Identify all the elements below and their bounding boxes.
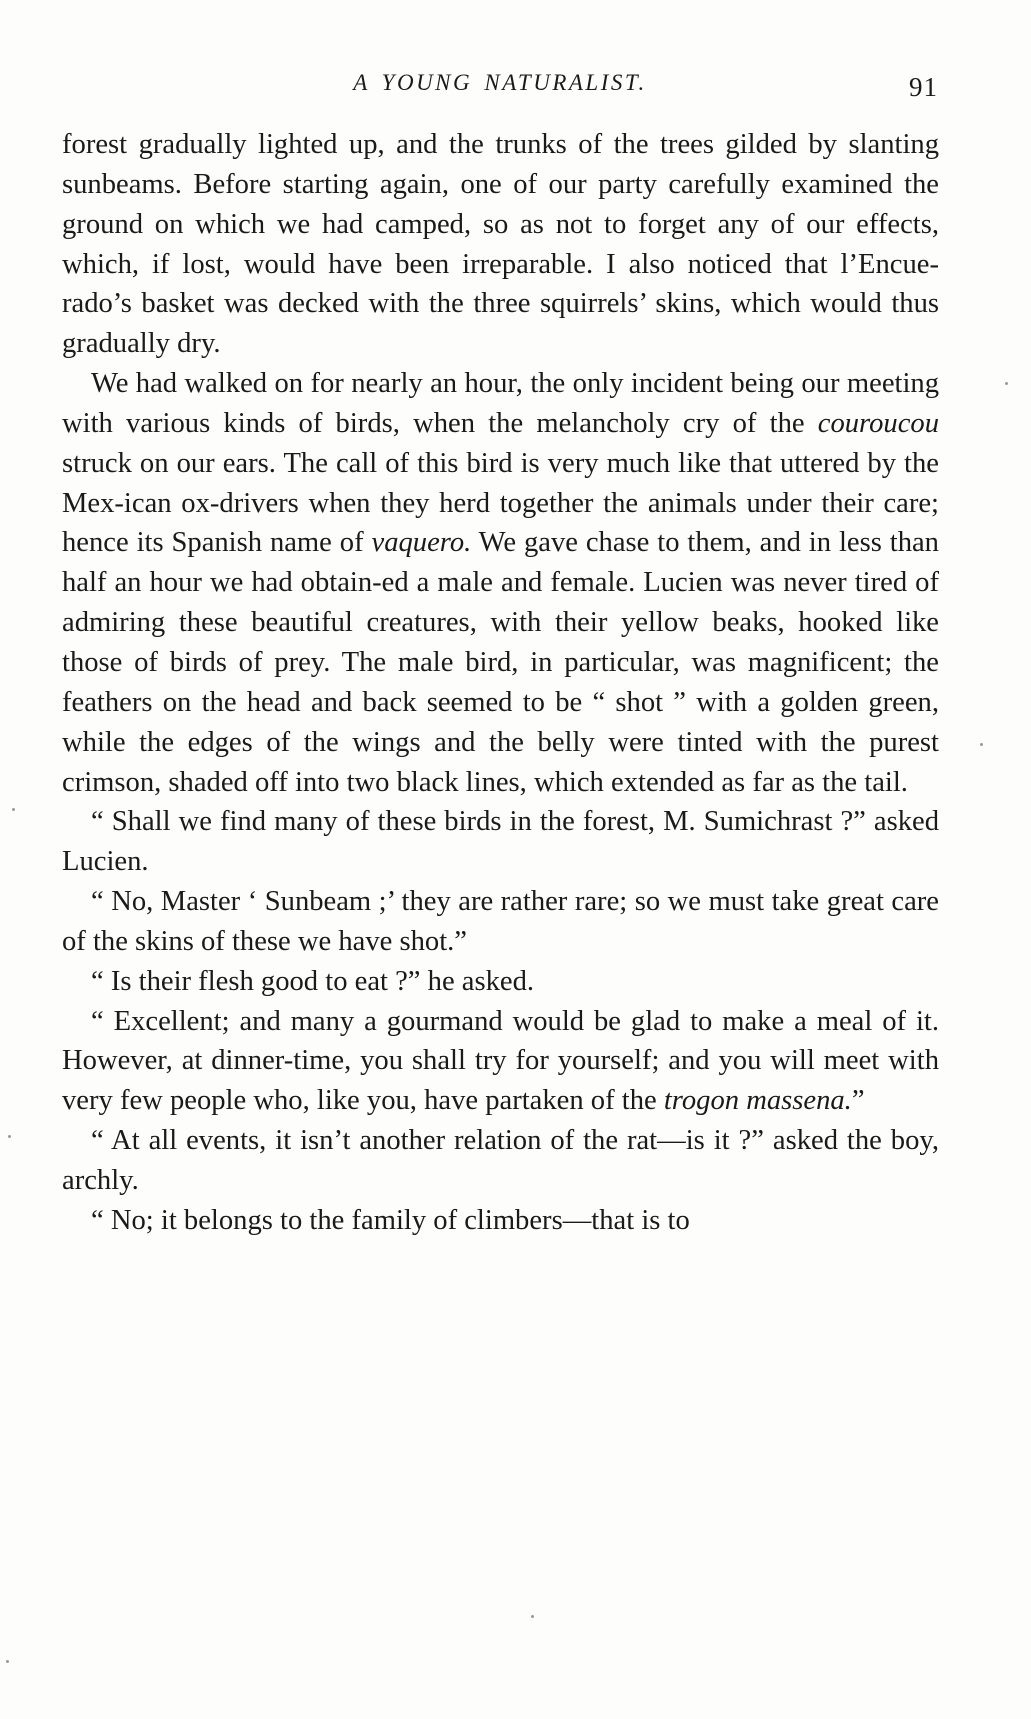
body-text <box>62 125 939 1241</box>
italic-term: trogon massena. <box>663 1085 852 1117</box>
italic-term: couroucou <box>817 407 939 439</box>
running-head <box>60 68 940 108</box>
text-run: struck on our ears. The call of this bird is very much like that uttered by the Mex-ican ox-drivers when they herd together the animals under their care; hence its Spanish name of <box>62 447 939 559</box>
paragraph-p6 <box>62 1002 939 1122</box>
text-run: We gave chase to them, and in less than half an hour we had obtain-ed a male and female. Lucien was never tired of admiring these beautiful creatures, with their yellow beaks, hooked like those of birds of prey. The male bird, in particular, was magnificent; the feathers on the head and back seemed to be “ shot ” with a golden green, while the edges of the wings and the belly were tinted with the purest crimson, shaded off into two black lines, which extended as far as the tail. <box>62 527 939 798</box>
text-run: We had walked on for nearly an hour, the only incident being our meeting with various kinds of birds, when the melancholy cry of the <box>62 368 939 439</box>
paper-speck <box>531 1615 534 1618</box>
running-title: A YOUNG NATURALIST. <box>353 70 647 95</box>
text-run: “ Is their flesh good to eat ?” he asked. <box>91 965 535 997</box>
text-run: forest gradually lighted up, and the trunks of the trees gilded by slanting sunbeams. Before starting again, one of our party carefully examined the ground on which we had camped, so as not to forget any of our effects, which, if lost, would have been irreparable. I also noticed that l’Encue-rado’s basket was decked with the three squirrels’ skins, which would thus gradually dry. <box>62 129 939 360</box>
text-run: “ Excellent; and many a gourmand would be glad to make a meal of it. However, at dinner-time, you shall try for yourself; and you will meet with very few people who, like you, have partaken of the <box>62 1005 939 1117</box>
text-run: ” <box>851 1085 865 1117</box>
paper-speck <box>8 1135 11 1138</box>
text-run: “ Shall we find many of these birds in the forest, M. Sumichrast ?” asked Lucien. <box>62 806 939 878</box>
paper-speck <box>980 743 983 746</box>
italic-term: vaquero. <box>371 527 472 559</box>
page-number: 91 <box>909 72 938 102</box>
paragraph-p1 <box>62 125 939 364</box>
paper-speck <box>6 1660 9 1663</box>
paragraph-p4 <box>62 882 939 962</box>
paragraph-p7 <box>62 1121 939 1201</box>
paragraph-p2 <box>62 364 939 802</box>
text-run: “ At all events, it isn’t another relation of the rat—is it ?” asked the boy, archly. <box>62 1125 939 1196</box>
paragraph-p8 <box>62 1201 939 1241</box>
paragraph-p3 <box>62 802 939 882</box>
paper-speck <box>1005 382 1008 385</box>
paper-speck <box>12 808 15 811</box>
text-run: “ No; it belongs to the family of climbers—that is to <box>91 1204 690 1236</box>
paragraph-p5 <box>62 962 939 1002</box>
text-run: “ No, Master ‘ Sunbeam ;’ they are rather rare; so we must take great care of the skins of these we have shot.” <box>62 886 939 957</box>
